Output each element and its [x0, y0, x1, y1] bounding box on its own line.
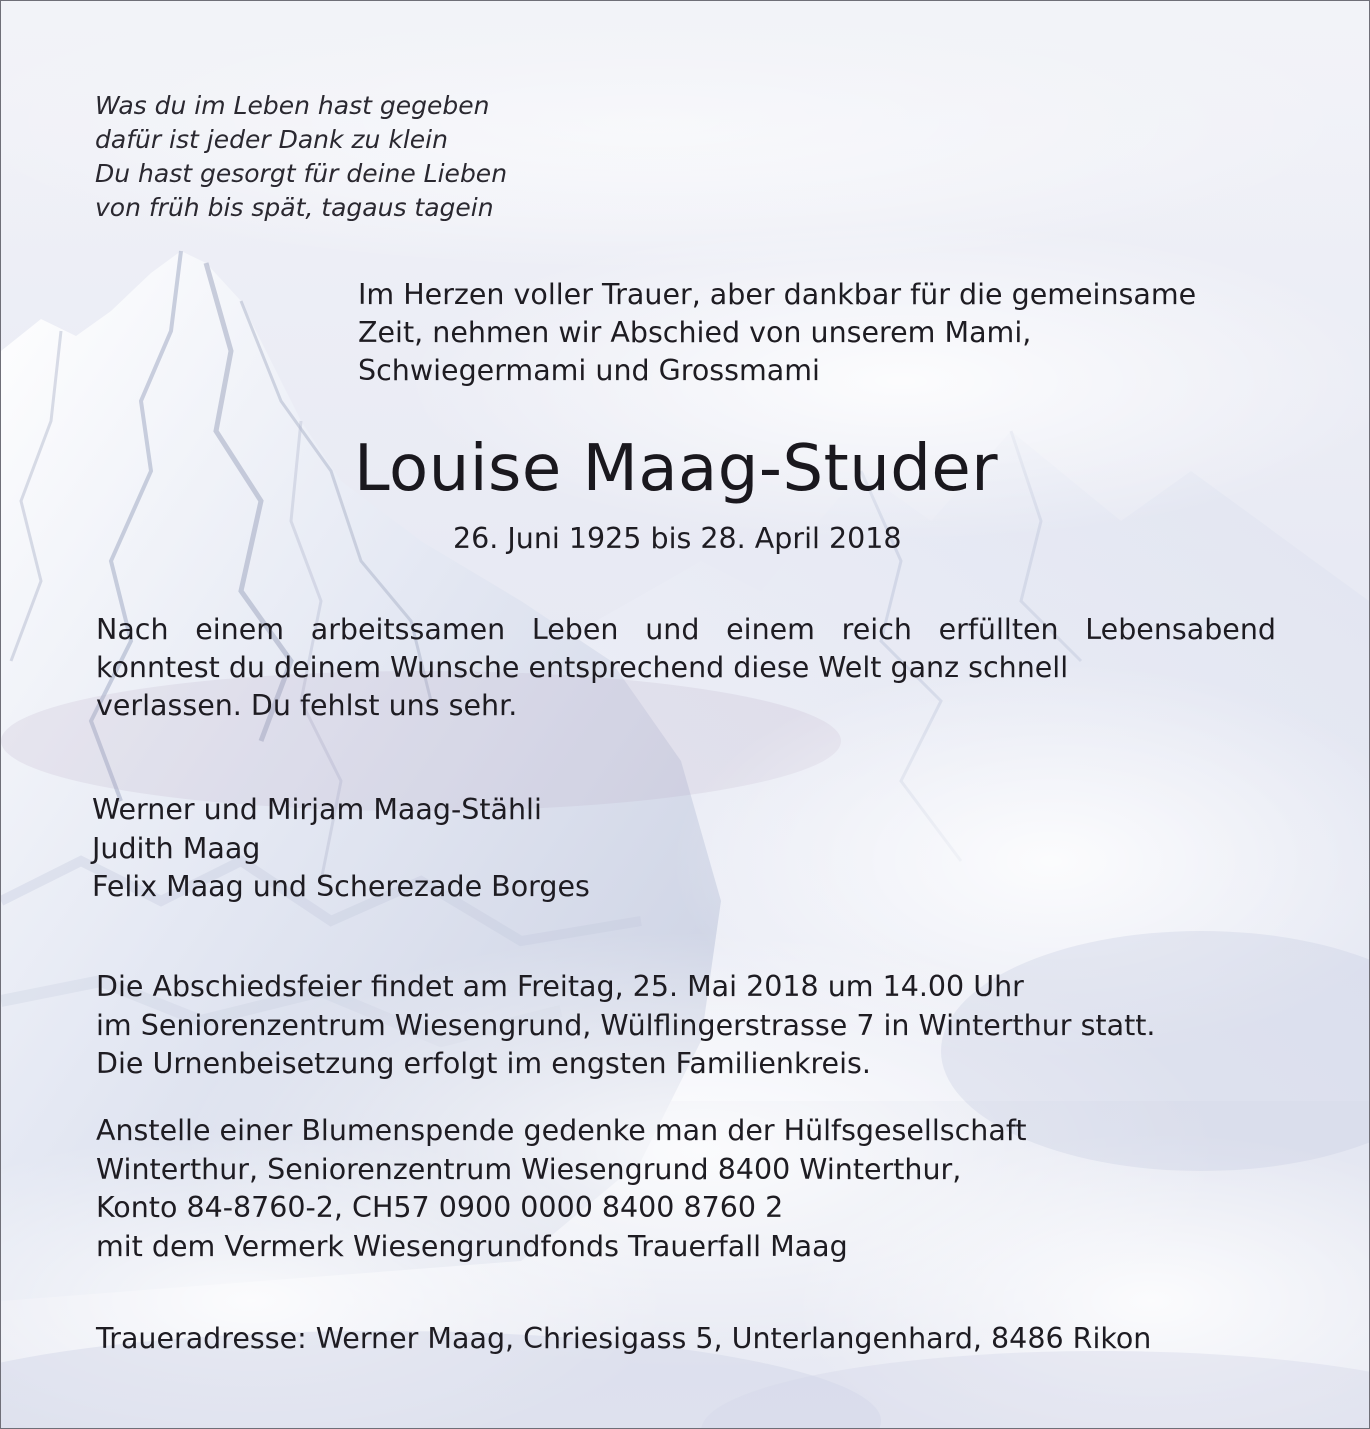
donation-line: Anstelle einer Blumenspende gedenke man der Hülfsgesellschaft: [96, 1114, 1027, 1147]
donation-line: Winterthur, Seniorenzentrum Wiesengrund 8400 Winterthur,: [96, 1152, 962, 1186]
family-member: Werner und Mirjam Maag-Stähli: [92, 793, 542, 826]
ceremony-line: Die Abschiedsfeier findet am Freitag, 25. Mai 2018 um 14.00 Uhr: [96, 970, 1024, 1003]
life-line: Nach einem arbeitssamen Leben und einem reich erfüllten Lebensabend: [96, 613, 1276, 646]
life-line: konntest du deinem Wunsche entsprechend diese Welt ganz schnell: [96, 651, 1069, 684]
poem-line: Was du im Leben hast gegeben: [95, 91, 490, 120]
intro-line: Im Herzen voller Trauer, aber dankbar für die gemeinsame: [358, 278, 1197, 311]
intro-line: Schwiegermami und Grossmami: [358, 354, 820, 387]
memorial-poem: [95, 89, 507, 225]
poem-line: Du hast gesorgt für deine Lieben: [95, 159, 508, 188]
donation-line: Konto 84-8760-2, CH57 0900 0000 8400 8760 2: [96, 1191, 784, 1224]
poem-line: dafür ist jeder Dank zu klein: [95, 125, 448, 154]
life-line: verlassen. Du fehlst uns sehr.: [96, 689, 518, 722]
ceremony-line: Die Urnenbeisetzung erfolgt im engsten Familienkreis.: [96, 1047, 871, 1080]
donation-line: mit dem Vermerk Wiesengrundfonds Trauerfall Maag: [96, 1229, 848, 1263]
family-member: Judith Maag: [92, 831, 261, 865]
intro-paragraph: [358, 276, 1196, 390]
poem-line: von früh bis spät, tagaus tagein: [95, 193, 494, 222]
ceremony-info: [96, 968, 1155, 1084]
life-dates: 26. Juni 1925 bis 28. April 2018: [453, 522, 902, 555]
intro-line: Zeit, nehmen wir Abschied von unserem Mami,: [358, 316, 1032, 349]
life-paragraph: [96, 611, 1276, 725]
ceremony-line: im Seniorenzentrum Wiesengrund, Wülflingerstrasse 7 in Winterthur statt.: [96, 1008, 1156, 1042]
family-member: Felix Maag und Scherezade Borges: [92, 870, 590, 903]
deceased-name: Louise Maag-Studer: [354, 432, 999, 506]
family-list: [92, 791, 590, 907]
donation-info: [96, 1112, 1027, 1266]
mourning-address: Traueradresse: Werner Maag, Chriesigass 5, Unterlangenhard, 8486 Rikon: [96, 1322, 1152, 1355]
